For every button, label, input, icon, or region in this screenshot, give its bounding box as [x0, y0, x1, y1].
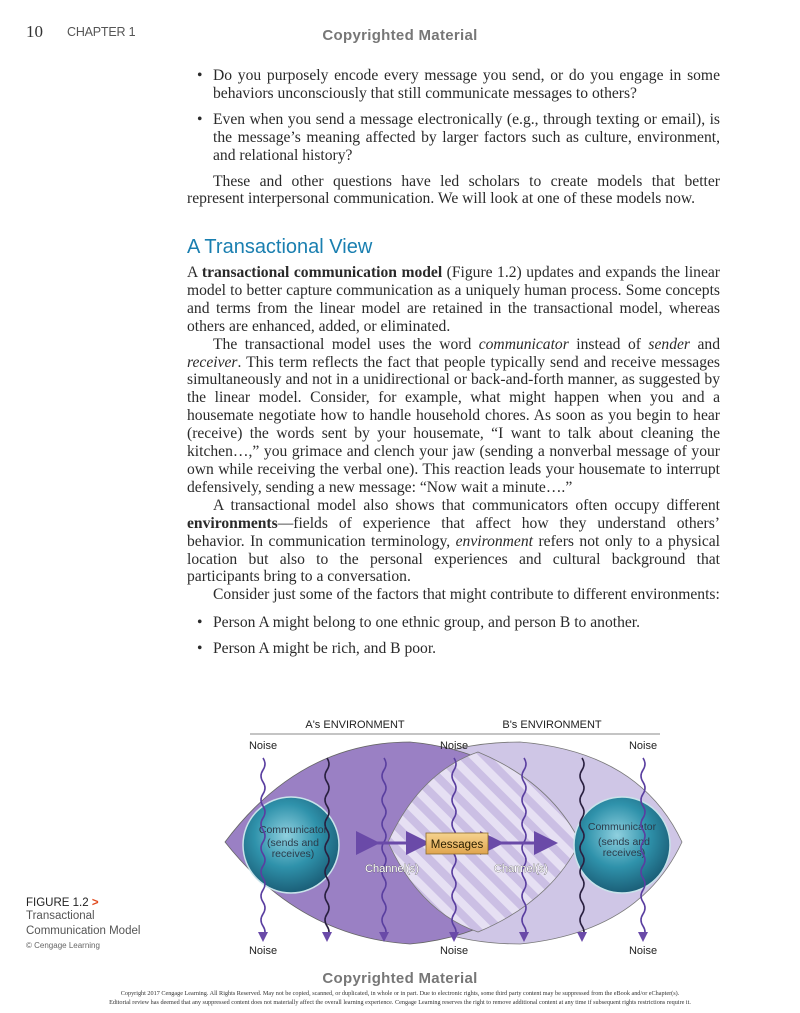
text: and	[690, 335, 720, 353]
section-body	[187, 264, 720, 666]
figure-title: Transactional	[26, 910, 95, 922]
emphasis: receiver	[187, 353, 238, 371]
list-item	[187, 614, 720, 632]
copyright-watermark-top: Copyrighted Material	[322, 27, 478, 44]
section-heading: A Transactional View	[187, 236, 373, 258]
noise-label: Noise	[439, 945, 469, 957]
bullet-icon: •	[197, 614, 203, 632]
legal-notice	[0, 990, 800, 1007]
figure-number	[26, 897, 140, 909]
page-number: 10	[26, 22, 43, 41]
noise-label: Noise	[439, 740, 469, 752]
text: A	[187, 264, 202, 281]
bullet-text: Person A might be rich, and B poor.	[213, 640, 437, 658]
bullet-icon: •	[197, 110, 203, 128]
channel-label: Channel(s)	[494, 863, 548, 875]
intro-block	[187, 67, 720, 208]
paragraph-3	[187, 497, 720, 587]
text: The transactional model uses the word	[213, 335, 479, 353]
text: instead of	[568, 335, 649, 353]
text: refers not only to a physical location but also to the personal experiences and cultural background that participants bring to a conversation.	[187, 532, 720, 586]
legal-line: Editorial review has deemed that any suppressed content does not materially affect the overall learning experience. Cengage Learning reserves the right to remove additional content at any time if subsequent rights restrictions require it.	[109, 998, 691, 1006]
key-term: transactional communication model	[201, 264, 443, 281]
figure-diagram	[220, 712, 690, 962]
noise-label: Noise	[248, 740, 278, 752]
intro-bullet-list	[187, 67, 720, 165]
channel-label: Channel(s)	[365, 863, 419, 875]
messages-label: Messages	[430, 839, 484, 851]
communicator-b-label: receives)	[602, 847, 646, 859]
communicator-a-label: Communicator	[258, 824, 328, 836]
communicator-a-label: (sends and	[267, 837, 319, 849]
bullet-text: Do you purposely encode every message you send, or do you engage in some behaviors unconsciously that still communicate messages to others?	[213, 67, 720, 102]
list-item	[187, 640, 720, 658]
legal-line: Copyright 2017 Cengage Learning. All Rights Reserved. May not be copied, scanned, or duplicated, in whole or in part. Due to electronic rights, some third party content may be suppressed from the eBook and/or eChapter(s).	[120, 990, 680, 997]
text: —fields of experience that affect how they understand others’ behavior. In communication terminology,	[187, 514, 720, 550]
arrowhead-icon	[638, 932, 648, 942]
text: . This term reflects the fact that people typically send and receive messages simultaneously and not in a unidirectional or back-and-forth manner, as suggested by the linear model. Consider, for example, what might happen when you and a housemate negotiate how to handle household chores. As soon as you begin to hear (receive) the words sent by your housemate, “I want to talk about cleaning the kitchen…,” you grimace and clench your jaw (sending a nonverbal message of your own while receiving the verbal one). This reaction leads your housemate to interrupt defensively, sending a new message: “Now wait a minute….”	[187, 353, 720, 496]
figure-title: Communication Model	[26, 925, 141, 937]
communicator-b-label: Communicator	[587, 821, 657, 833]
intro-paragraph: These and other questions have led scholars to create models that better represent interpersonal communication. We will look at one of these models now.	[187, 172, 720, 208]
copyright-watermark-bottom: Copyrighted Material	[322, 970, 478, 987]
caption-arrow-icon: >	[91, 897, 99, 909]
emphasis: communicator	[478, 335, 569, 353]
transactional-model-figure	[220, 712, 690, 962]
arrowhead-icon	[322, 932, 332, 942]
bullet-icon: •	[197, 67, 203, 84]
communicator-a-label: receives)	[271, 848, 315, 860]
text: A transactional model also shows that communicators often occupy different	[213, 496, 720, 514]
figure-caption	[26, 897, 140, 950]
bullet-text: Person A might belong to one ethnic group, and person B to another.	[213, 614, 641, 632]
list-item	[187, 111, 720, 165]
key-term: environments	[187, 514, 278, 532]
figure-label: FIGURE 1.2	[26, 897, 89, 909]
env-a-label: A's ENVIRONMENT	[305, 719, 405, 731]
noise-arrowheads	[258, 932, 648, 942]
arrowhead-icon	[577, 932, 587, 942]
emphasis: sender	[648, 335, 690, 353]
noise-label: Noise	[248, 945, 278, 957]
arrowhead-icon	[258, 932, 268, 942]
figure-credit: © Cengage Learning	[26, 941, 100, 950]
list-item	[187, 67, 720, 103]
text: (Figure 1.2) updates and expands the linear model to better capture communication as a uniquely human process. Some concepts and terms from the linear model are retained in the transactional model, whereas others are enhanced, added, or eliminated.	[187, 264, 720, 335]
bullet-icon: •	[197, 640, 203, 658]
bullet-text: Even when you send a message electronically (e.g., through texting or email), is the message’s meaning affected by larger factors such as culture, environment, and relational history?	[213, 110, 720, 164]
factors-bullet-list	[187, 614, 720, 658]
emphasis: environment	[455, 532, 533, 550]
running-head: CHAPTER 1	[67, 25, 136, 39]
env-b-label: B's ENVIRONMENT	[502, 719, 602, 731]
noise-label: Noise	[628, 945, 658, 957]
paragraph-2	[187, 336, 720, 497]
paragraph-4: Consider just some of the factors that might contribute to different environments:	[213, 586, 720, 604]
paragraph-1	[187, 264, 720, 336]
noise-label: Noise	[628, 740, 658, 752]
communicator-b-label: (sends and	[598, 836, 650, 848]
